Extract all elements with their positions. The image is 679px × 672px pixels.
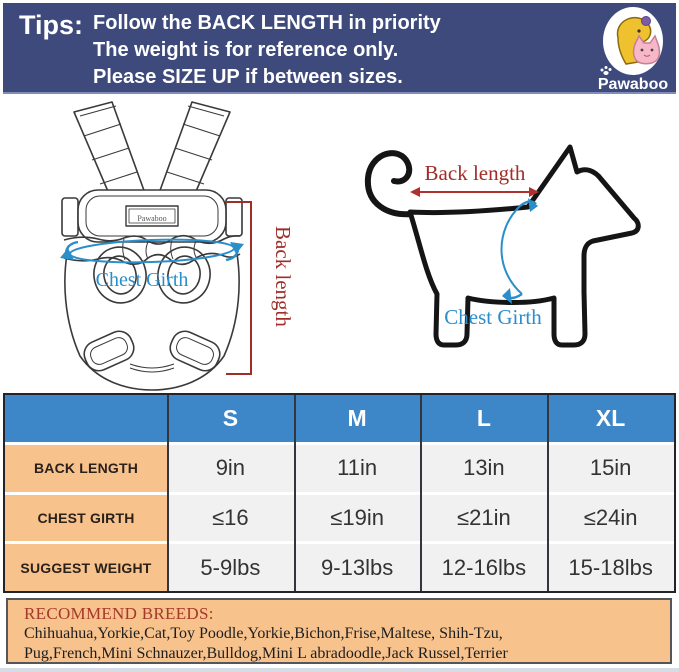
tips-line-3: Please SIZE UP if between sizes.: [93, 66, 403, 88]
size-table: [3, 393, 676, 593]
tips-line-2: The weight is for reference only.: [93, 39, 399, 61]
carrier-chest-girth-label: Chest Girth: [95, 269, 189, 291]
table-cell: 5-9lbs: [167, 544, 294, 591]
row-label-suggest-weight: SUGGEST WEIGHT: [5, 544, 167, 591]
size-table-grid: [5, 395, 674, 591]
recommend-breeds-panel: [6, 598, 672, 664]
table-cell: ≤21in: [421, 495, 548, 542]
row-label-back-length: BACK LENGTH: [5, 445, 167, 492]
carrier-right-tab: [226, 198, 242, 236]
tips-header: [3, 3, 676, 94]
breeds-line-2: Pug,French,Mini Schnauzer,Bulldog,Mini L abradoodle,Jack Russel,Terrier: [24, 645, 508, 662]
table-cell: 12-16lbs: [421, 544, 548, 591]
table-cell: 13in: [421, 445, 548, 492]
table-cell: 15-18lbs: [547, 544, 674, 591]
table-cell: ≤24in: [547, 495, 674, 542]
dog-back-length-label: Back length: [424, 161, 526, 185]
carrier-diagram: [28, 98, 308, 396]
column-divider: [294, 395, 296, 591]
row-label-chest-girth: CHEST GIRTH: [5, 495, 167, 542]
dog-diagram: [348, 134, 648, 366]
logo-paw-icon: [601, 66, 612, 75]
table-cell: 9in: [167, 445, 294, 492]
column-divider: [167, 395, 169, 591]
table-cell: 15in: [547, 445, 674, 492]
column-divider: [420, 395, 422, 591]
carrier-left-tab: [62, 198, 78, 236]
logo-wordmark: Pawaboo: [597, 76, 669, 93]
table-corner-cell: [5, 395, 167, 442]
breeds-line-1: Chihuahua,Yorkie,Cat,Toy Poodle,Yorkie,Bichon,Frise,Maltese, Shih-Tzu,: [24, 625, 503, 642]
pawaboo-logo-icon: [594, 4, 672, 96]
column-header-m: M: [294, 395, 421, 442]
table-cell: ≤19in: [294, 495, 421, 542]
carrier-back-length-label: Back length: [271, 226, 295, 327]
measurement-diagrams: [0, 96, 679, 392]
column-header-xl: XL: [547, 395, 674, 442]
table-cell: 9-13lbs: [294, 544, 421, 591]
tips-line-1: Follow the BACK LENGTH in priority: [93, 12, 441, 34]
dog-back-length-arrow: [410, 187, 539, 197]
column-header-l: L: [421, 395, 548, 442]
column-header-s: S: [167, 395, 294, 442]
image-bottom-edge: [0, 668, 679, 672]
dog-chest-girth-label: Chest Girth: [444, 305, 542, 329]
table-cell: 11in: [294, 445, 421, 492]
tips-title: Tips:: [19, 10, 84, 40]
tips-lines: [93, 10, 441, 91]
table-cell: ≤16: [167, 495, 294, 542]
dog-tail: [368, 153, 412, 214]
carrier-tag-text: Pawaboo: [137, 214, 167, 223]
column-divider: [547, 395, 549, 591]
recommend-breeds-title: RECOMMEND BREEDS:: [24, 604, 214, 623]
